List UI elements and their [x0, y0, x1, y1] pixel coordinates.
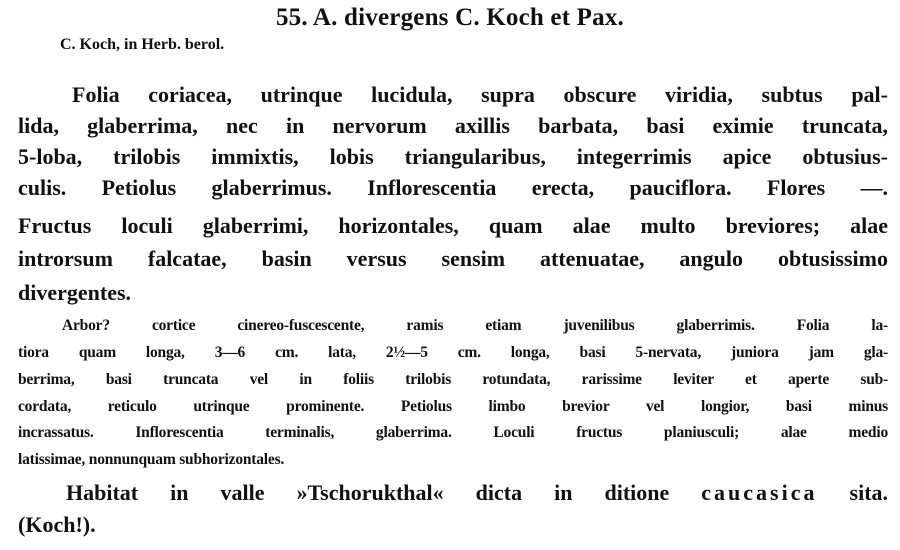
text-line: Folia coriacea, utrinque lucidula, supra obscure viridia, subtus pal-	[72, 82, 888, 107]
text-line: 5-loba, trilobis immixtis, lobis triangularibus, integerrimis apice obtusius-	[18, 144, 888, 169]
text-line: culis. Petiolus glaberrimus. Inflorescentia erecta, pauciflora. Flores —.	[18, 175, 888, 200]
text-line: tiora quam longa, 3—6 cm. lata, 2½—5 cm. longa, basi 5-nervata, juniora jam gla-	[18, 344, 888, 361]
text-line: latissimae, nonnunquam subhorizontales.	[18, 451, 285, 468]
collector: (Koch!).	[18, 512, 96, 537]
habitat-region: caucasica	[701, 480, 818, 505]
text-line: cordata, reticulo utrinque prominente. Petiolus limbo brevior vel longior, basi minus	[18, 398, 888, 415]
text-line: berrima, basi truncata vel in foliis trilobis rotundata, rarissime leviter et aperte sub-	[18, 371, 888, 388]
text-line: divergentes.	[18, 280, 132, 305]
habitat-line	[66, 479, 888, 507]
habitat-text: Habitat in valle »Tschorukthal« dicta in ditione	[66, 480, 670, 505]
text-line: Fructus loculi glaberrimi, horizontales, quam alae multo breviores; alae	[18, 213, 888, 238]
text-line: Arbor? cortice cinereo-fuscescente, ramis etiam juvenilibus glaberrimis. Folia la-	[62, 317, 888, 334]
citation: C. Koch, in Herb. berol.	[60, 36, 225, 53]
habitat-end: sita.	[849, 480, 889, 505]
text-line: incrassatus. Inflorescentia terminalis, glaberrima. Loculi fructus planiusculi; alae medio	[18, 424, 888, 441]
text-line: lida, glaberrima, nec in nervorum axillis barbata, basi eximie truncata,	[18, 113, 888, 138]
text-line: introrsum falcatae, basin versus sensim attenuatae, angulo obtusissimo	[18, 246, 888, 271]
species-heading: 55. A. divergens C. Koch et Pax.	[275, 4, 625, 31]
